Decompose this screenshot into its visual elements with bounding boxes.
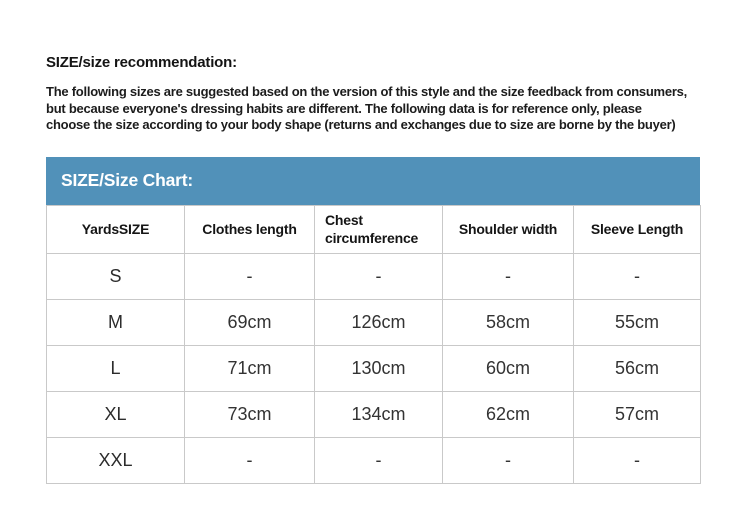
intro-line: The following sizes are suggested based on the version of this style and the size feedback from consumers, [46, 84, 688, 99]
size-cell: S [47, 253, 185, 299]
size-table [46, 205, 701, 484]
table-cell: - [574, 437, 701, 483]
table-cell: 69cm [185, 299, 315, 345]
table-cell: 71cm [185, 345, 315, 391]
page-title: SIZE/size recommendation: [46, 54, 237, 71]
size-cell: XL [47, 391, 185, 437]
table-row-s [47, 253, 701, 299]
table-cell: - [185, 253, 315, 299]
table-cell: 60cm [443, 345, 574, 391]
size-cell: L [47, 345, 185, 391]
intro-line: but because everyone's dressing habits are different. The following data is for reference only, please [46, 100, 642, 116]
column-header-shoulder-width: Shoulder width [443, 205, 574, 253]
table-cell: 134cm [315, 391, 443, 437]
content-area [46, 0, 700, 484]
table-row-m [47, 299, 701, 345]
table-cell: - [443, 437, 574, 483]
table-cell: 58cm [443, 299, 574, 345]
table-cell: 56cm [574, 345, 701, 391]
column-header-clothes-length: Clothes length [185, 205, 315, 253]
column-header-chest-circumference: Chest circumference [315, 205, 443, 253]
size-cell: XXL [47, 437, 185, 483]
table-cell: 73cm [185, 391, 315, 437]
table-row-xl [47, 391, 701, 437]
table-cell: - [315, 437, 443, 483]
column-header-size: YardsSIZE [47, 205, 185, 253]
table-cell: - [315, 253, 443, 299]
table-header-row [47, 205, 701, 253]
size-chart-title: SIZE/Size Chart: [61, 170, 193, 190]
table-cell: - [574, 253, 701, 299]
column-header-sleeve-length: Sleeve Length [574, 205, 701, 253]
table-row-xxl [47, 437, 701, 483]
size-chart-header-bar [46, 157, 700, 205]
table-cell: 130cm [315, 345, 443, 391]
table-cell: 126cm [315, 299, 443, 345]
table-cell: - [443, 253, 574, 299]
intro-line: choose the size according to your body shape (returns and exchanges due to size are borne by the buyer) [46, 117, 676, 132]
table-cell: 57cm [574, 391, 701, 437]
table-cell: 55cm [574, 299, 701, 345]
table-row-l [47, 345, 701, 391]
table-cell: - [185, 437, 315, 483]
table-cell: 62cm [443, 391, 574, 437]
intro-paragraph [46, 84, 700, 134]
size-cell: M [47, 299, 185, 345]
